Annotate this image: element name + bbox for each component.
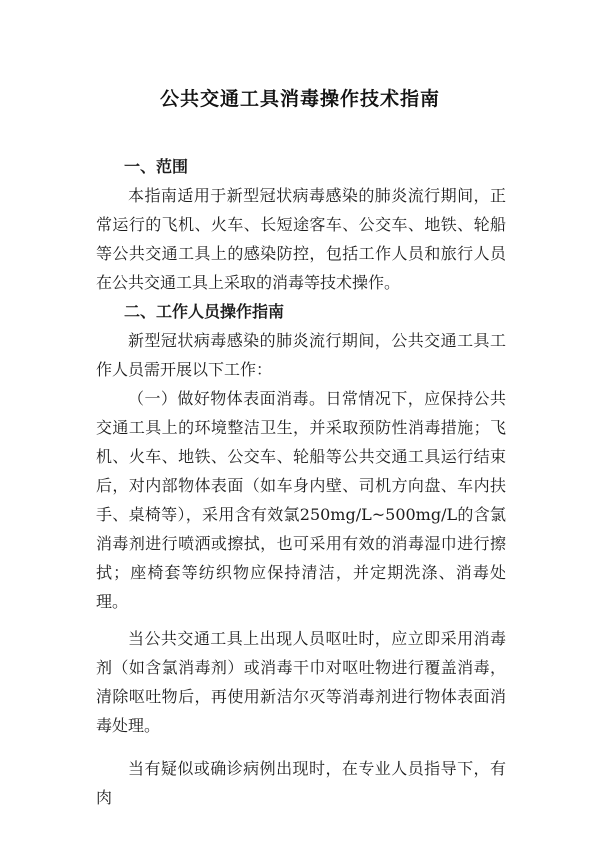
page-title: 公共交通工具消毒操作技术指南 [159,88,440,110]
suspected-case-paragraph: 当有疑似或确诊病例出现时，在专业人员指导下，有肉 [96,759,506,807]
surface-disinfection-text: 日常情况下，应保持公共交通工具上的环境整洁卫生，并采取预防性消毒措施；飞机、火车、地铁、公交车、轮船等公共交通工具运行结束后，对内部物体表面（如车身内壁、司机方向盘、车内扶手、桌椅等），采用含有效氯250mg/L~500mg/L的含氯消毒剂进行喷洒或擦拭，也可采用有效的消毒湿巾进行擦拭；座椅套等纺织物应保持清洁，并定期洗涤、消毒处理。 [96,389,506,611]
document-body [96,152,506,812]
vomit-disinfection-paragraph: 当公共交通工具上出现人员呕吐时，应立即采用消毒剂（如含氯消毒剂）或消毒干巾对呕吐物进行覆盖消毒，清除呕吐物后，再使用新洁尔灭等消毒剂进行物体表面消毒处理。 [96,629,506,735]
staff-intro-paragraph: 新型冠状病毒感染的肺炎流行期间，公共交通工具工作人员需开展以下工作： [96,331,506,379]
surface-disinfection-paragraph [96,384,506,616]
scope-paragraph: 本指南适用于新型冠状病毒感染的肺炎流行期间，正常运行的飞机、火车、长短途客车、公交车、地铁、轮船等公共交通工具上的感染防控，包括工作人员和旅行人员在公共交通工具上采取的消毒等技术操作。 [96,186,506,292]
section-heading-scope: 一、范围 [124,157,189,176]
surface-disinfection-label: （一）做好物体表面消毒。 [128,389,326,408]
section-heading-staff: 二、工作人员操作指南 [124,302,285,321]
